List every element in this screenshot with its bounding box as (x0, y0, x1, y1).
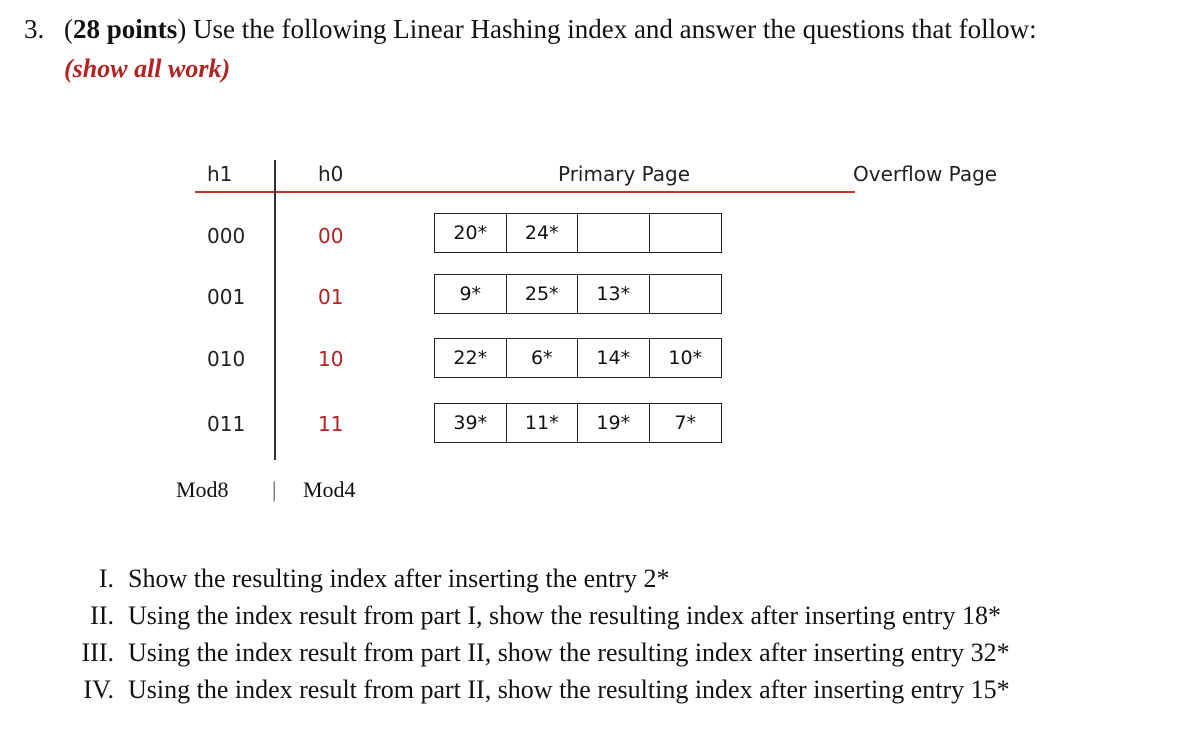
primary-bucket (434, 338, 722, 378)
bucket-entry (650, 275, 722, 313)
bucket-entry (650, 214, 722, 252)
h1-value: 001 (207, 285, 246, 309)
bucket-entry: 6* (507, 339, 579, 377)
primary-bucket (434, 403, 722, 443)
question-points: 28 points (73, 14, 178, 44)
primary-bucket (434, 213, 722, 253)
bucket-entry: 24* (507, 214, 579, 252)
part-number: I. (98, 564, 114, 593)
bucket-entry: 13* (578, 275, 650, 313)
list-item (60, 564, 670, 594)
h1-value: 000 (207, 224, 246, 248)
column-divider (274, 160, 276, 460)
bucket-entry: 11* (507, 404, 579, 442)
part-number: III. (81, 638, 114, 667)
header-divider (195, 191, 855, 193)
bucket-entry: 25* (507, 275, 579, 313)
h0-value: 00 (318, 224, 344, 248)
h0-value: 11 (318, 412, 344, 436)
part-text: Using the index result from part II, show the resulting index after inserting entry 15* (128, 675, 1010, 704)
bucket-entry: 10* (668, 347, 703, 369)
part-text: Using the index result from part I, show the resulting index after inserting entry 18* (128, 601, 1001, 630)
primary-page-header: Primary Page (558, 162, 691, 186)
h1-value: 010 (207, 347, 246, 371)
bucket-entry: 39* (435, 404, 507, 442)
h1-value: 011 (207, 412, 246, 436)
primary-bucket (434, 274, 722, 314)
question-text: Use the following Linear Hashing index and answer the questions that follow: (193, 14, 1037, 44)
bucket-entry: 7* (674, 412, 697, 434)
mod-separator: | (272, 477, 277, 502)
show-work-note: (show all work) (64, 54, 231, 83)
part-number: IV. (83, 675, 114, 704)
mod4-label: Mod4 (303, 477, 356, 502)
bucket-entry: 9* (435, 275, 507, 313)
bucket-entry: 22* (435, 339, 507, 377)
bucket-entry: 19* (578, 404, 650, 442)
h0-header: h0 (318, 162, 344, 186)
h1-header: h1 (207, 162, 233, 186)
bucket-entry: 20* (435, 214, 507, 252)
list-item (60, 638, 1010, 668)
bucket-entry (578, 214, 650, 252)
part-number: II. (90, 601, 114, 630)
question-header: 3. (28 points) Use the following Linear Hashing index and answer the questions that follow: (24, 14, 1037, 44)
part-text: Using the index result from part II, show the resulting index after inserting entry 32* (128, 638, 1010, 667)
overflow-page-header: Overflow Page (853, 162, 998, 186)
list-item (60, 601, 1001, 631)
part-text: Show the resulting index after inserting the entry 2* (128, 564, 670, 593)
bucket-entry: 14* (578, 339, 650, 377)
question-number: 3. (24, 14, 45, 44)
h0-value: 01 (318, 285, 344, 309)
mod8-label: Mod8 (176, 477, 229, 502)
list-item (60, 675, 1010, 705)
h0-value: 10 (318, 347, 344, 371)
